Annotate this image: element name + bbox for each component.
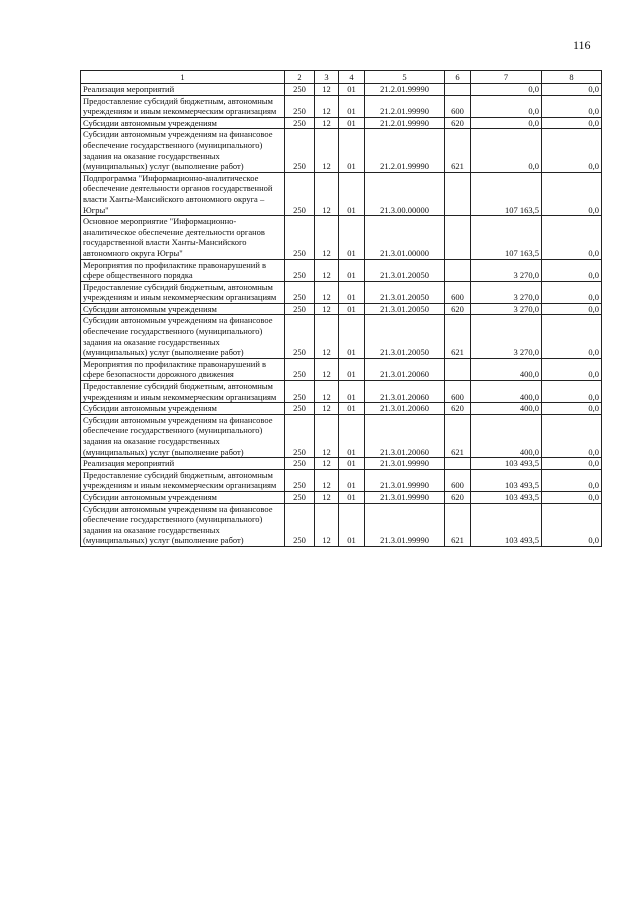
- expense-type-cell: 600: [445, 469, 471, 491]
- target-article-cell: 21.3.01.20050: [365, 281, 445, 303]
- amount-cell: 107 163,5: [471, 216, 542, 259]
- amount-cell: 400,0: [471, 414, 542, 457]
- code-cell: 01: [339, 172, 365, 215]
- table-row: [81, 503, 602, 546]
- table-row: [81, 458, 602, 470]
- code-cell: 01: [339, 491, 365, 503]
- expense-type-cell: [445, 259, 471, 281]
- amount-cell: 0,0: [542, 491, 602, 503]
- subsection-cell: 12: [315, 216, 339, 259]
- target-article-cell: 21.2.01.99990: [365, 117, 445, 129]
- section-cell: 250: [285, 458, 315, 470]
- subsection-cell: 12: [315, 414, 339, 457]
- table-row: [81, 469, 602, 491]
- expense-type-cell: 600: [445, 281, 471, 303]
- expense-type-cell: 621: [445, 129, 471, 172]
- code-cell: 01: [339, 315, 365, 358]
- amount-cell: 0,0: [542, 358, 602, 380]
- amount-cell: 0,0: [542, 403, 602, 415]
- amount-cell: 400,0: [471, 403, 542, 415]
- page-number: 116: [573, 38, 591, 52]
- amount-cell: 0,0: [542, 315, 602, 358]
- amount-cell: 3 270,0: [471, 281, 542, 303]
- target-article-cell: 21.3.01.20060: [365, 381, 445, 403]
- expense-type-cell: [445, 172, 471, 215]
- subsection-cell: 12: [315, 315, 339, 358]
- subsection-cell: 12: [315, 129, 339, 172]
- target-article-cell: 21.3.01.99990: [365, 469, 445, 491]
- section-cell: 250: [285, 281, 315, 303]
- code-cell: 01: [339, 216, 365, 259]
- row-name-cell: Предоставление субсидий бюджетным, автономным учреждениям и иным некоммерческим организациям: [81, 381, 285, 403]
- amount-cell: 0,0: [542, 381, 602, 403]
- subsection-cell: 12: [315, 469, 339, 491]
- subsection-cell: 12: [315, 381, 339, 403]
- amount-cell: 0,0: [542, 129, 602, 172]
- expense-type-cell: [445, 84, 471, 96]
- expense-type-cell: 621: [445, 315, 471, 358]
- section-cell: 250: [285, 315, 315, 358]
- amount-cell: 0,0: [542, 303, 602, 315]
- row-name-cell: Субсидии автономным учреждениям на финансовое обеспечение государственного (муниципального) задания на оказание государственных (муниципальных) услуг (выполнение работ): [81, 129, 285, 172]
- table-row: [81, 358, 602, 380]
- code-cell: 01: [339, 414, 365, 457]
- subsection-cell: 12: [315, 84, 339, 96]
- table-row: [81, 117, 602, 129]
- table-row: [81, 259, 602, 281]
- section-cell: 250: [285, 259, 315, 281]
- subsection-cell: 12: [315, 358, 339, 380]
- table-body: [81, 84, 602, 547]
- code-cell: 01: [339, 503, 365, 546]
- table-row: [81, 172, 602, 215]
- subsection-cell: 12: [315, 403, 339, 415]
- amount-cell: 103 493,5: [471, 458, 542, 470]
- target-article-cell: 21.2.01.99990: [365, 95, 445, 117]
- target-article-cell: 21.3.01.00000: [365, 216, 445, 259]
- section-cell: 250: [285, 381, 315, 403]
- amount-cell: 0,0: [542, 216, 602, 259]
- code-cell: 01: [339, 281, 365, 303]
- section-cell: 250: [285, 95, 315, 117]
- subsection-cell: 12: [315, 458, 339, 470]
- amount-cell: 400,0: [471, 381, 542, 403]
- code-cell: 01: [339, 403, 365, 415]
- target-article-cell: 21.3.01.20050: [365, 259, 445, 281]
- section-cell: 250: [285, 117, 315, 129]
- row-name-cell: Предоставление субсидий бюджетным, автономным учреждениям и иным некоммерческим организациям: [81, 469, 285, 491]
- section-cell: 250: [285, 358, 315, 380]
- amount-cell: 0,0: [542, 414, 602, 457]
- code-cell: 01: [339, 129, 365, 172]
- subsection-cell: 12: [315, 491, 339, 503]
- amount-cell: 0,0: [542, 469, 602, 491]
- target-article-cell: 21.3.01.20060: [365, 358, 445, 380]
- section-cell: 250: [285, 216, 315, 259]
- code-cell: 01: [339, 259, 365, 281]
- column-header: 4: [339, 71, 365, 84]
- column-header: 7: [471, 71, 542, 84]
- row-name-cell: Подпрограмма "Информационно-аналитическое обеспечение деятельности органов государственной власти Ханты-Мансийского автономного округа – Югры": [81, 172, 285, 215]
- expense-type-cell: 620: [445, 403, 471, 415]
- row-name-cell: Субсидии автономным учреждениям на финансовое обеспечение государственного (муниципального) задания на оказание государственных (муниципальных) услуг (выполнение работ): [81, 414, 285, 457]
- table-row: [81, 95, 602, 117]
- section-cell: 250: [285, 469, 315, 491]
- subsection-cell: 12: [315, 117, 339, 129]
- table-row: [81, 381, 602, 403]
- amount-cell: 0,0: [542, 259, 602, 281]
- target-article-cell: 21.3.00.00000: [365, 172, 445, 215]
- amount-cell: 0,0: [542, 117, 602, 129]
- column-header: 3: [315, 71, 339, 84]
- expense-type-cell: [445, 458, 471, 470]
- amount-cell: 0,0: [542, 281, 602, 303]
- amount-cell: 400,0: [471, 358, 542, 380]
- row-name-cell: Субсидии автономным учреждениям: [81, 303, 285, 315]
- section-cell: 250: [285, 84, 315, 96]
- table-row: [81, 491, 602, 503]
- section-cell: 250: [285, 172, 315, 215]
- amount-cell: 103 493,5: [471, 469, 542, 491]
- target-article-cell: 21.3.01.20060: [365, 403, 445, 415]
- table-row: [81, 216, 602, 259]
- expense-type-cell: 621: [445, 414, 471, 457]
- row-name-cell: Мероприятия по профилактике правонарушений в сфере безопасности дорожного движения: [81, 358, 285, 380]
- amount-cell: 107 163,5: [471, 172, 542, 215]
- subsection-cell: 12: [315, 172, 339, 215]
- amount-cell: 0,0: [542, 503, 602, 546]
- target-article-cell: 21.2.01.99990: [365, 84, 445, 96]
- code-cell: 01: [339, 358, 365, 380]
- code-cell: 01: [339, 95, 365, 117]
- section-cell: 250: [285, 129, 315, 172]
- amount-cell: 0,0: [542, 458, 602, 470]
- amount-cell: 103 493,5: [471, 503, 542, 546]
- code-cell: 01: [339, 469, 365, 491]
- column-header: 2: [285, 71, 315, 84]
- table-row: [81, 315, 602, 358]
- expense-type-cell: 620: [445, 491, 471, 503]
- amount-cell: 0,0: [542, 95, 602, 117]
- row-name-cell: Реализация мероприятий: [81, 458, 285, 470]
- code-cell: 01: [339, 381, 365, 403]
- amount-cell: 3 270,0: [471, 315, 542, 358]
- row-name-cell: Мероприятия по профилактике правонарушений в сфере общественного порядка: [81, 259, 285, 281]
- row-name-cell: Субсидии автономным учреждениям на финансовое обеспечение государственного (муниципального) задания на оказание государственных (муниципальных) услуг (выполнение работ): [81, 503, 285, 546]
- target-article-cell: 21.3.01.99990: [365, 458, 445, 470]
- row-name-cell: Реализация мероприятий: [81, 84, 285, 96]
- section-cell: 250: [285, 403, 315, 415]
- table-row: [81, 414, 602, 457]
- table-header-row: [81, 71, 602, 84]
- table-row: [81, 281, 602, 303]
- code-cell: 01: [339, 458, 365, 470]
- amount-cell: 0,0: [471, 117, 542, 129]
- subsection-cell: 12: [315, 281, 339, 303]
- table-row: [81, 129, 602, 172]
- table-row: [81, 403, 602, 415]
- column-header: 6: [445, 71, 471, 84]
- row-name-cell: Субсидии автономным учреждениям: [81, 403, 285, 415]
- amount-cell: 0,0: [542, 172, 602, 215]
- amount-cell: 0,0: [471, 84, 542, 96]
- table-row: [81, 303, 602, 315]
- column-header: 8: [542, 71, 602, 84]
- column-header: 5: [365, 71, 445, 84]
- row-name-cell: Субсидии автономным учреждениям: [81, 491, 285, 503]
- code-cell: 01: [339, 303, 365, 315]
- row-name-cell: Основное мероприятие "Информационно-аналитическое обеспечение деятельности органов государственной власти Ханты-Мансийского автономного округа Югры": [81, 216, 285, 259]
- code-cell: 01: [339, 84, 365, 96]
- expense-type-cell: [445, 358, 471, 380]
- expense-type-cell: 600: [445, 95, 471, 117]
- subsection-cell: 12: [315, 503, 339, 546]
- amount-cell: 0,0: [471, 129, 542, 172]
- section-cell: 250: [285, 491, 315, 503]
- expense-type-cell: 621: [445, 503, 471, 546]
- amount-cell: 103 493,5: [471, 491, 542, 503]
- target-article-cell: 21.3.01.20050: [365, 315, 445, 358]
- amount-cell: 3 270,0: [471, 259, 542, 281]
- section-cell: 250: [285, 414, 315, 457]
- target-article-cell: 21.3.01.99990: [365, 491, 445, 503]
- amount-cell: 0,0: [471, 95, 542, 117]
- column-header: 1: [81, 71, 285, 84]
- amount-cell: 3 270,0: [471, 303, 542, 315]
- expense-type-cell: 620: [445, 303, 471, 315]
- subsection-cell: 12: [315, 259, 339, 281]
- subsection-cell: 12: [315, 95, 339, 117]
- section-cell: 250: [285, 303, 315, 315]
- budget-table: [80, 70, 602, 547]
- amount-cell: 0,0: [542, 84, 602, 96]
- row-name-cell: Субсидии автономным учреждениям на финансовое обеспечение государственного (муниципального) задания на оказание государственных (муниципальных) услуг (выполнение работ): [81, 315, 285, 358]
- row-name-cell: Предоставление субсидий бюджетным, автономным учреждениям и иным некоммерческим организациям: [81, 95, 285, 117]
- target-article-cell: 21.3.01.20060: [365, 414, 445, 457]
- expense-type-cell: 600: [445, 381, 471, 403]
- row-name-cell: Субсидии автономным учреждениям: [81, 117, 285, 129]
- code-cell: 01: [339, 117, 365, 129]
- subsection-cell: 12: [315, 303, 339, 315]
- expense-type-cell: 620: [445, 117, 471, 129]
- target-article-cell: 21.2.01.99990: [365, 129, 445, 172]
- target-article-cell: 21.3.01.99990: [365, 503, 445, 546]
- row-name-cell: Предоставление субсидий бюджетным, автономным учреждениям и иным некоммерческим организациям: [81, 281, 285, 303]
- expense-type-cell: [445, 216, 471, 259]
- section-cell: 250: [285, 503, 315, 546]
- table-row: [81, 84, 602, 96]
- target-article-cell: 21.3.01.20050: [365, 303, 445, 315]
